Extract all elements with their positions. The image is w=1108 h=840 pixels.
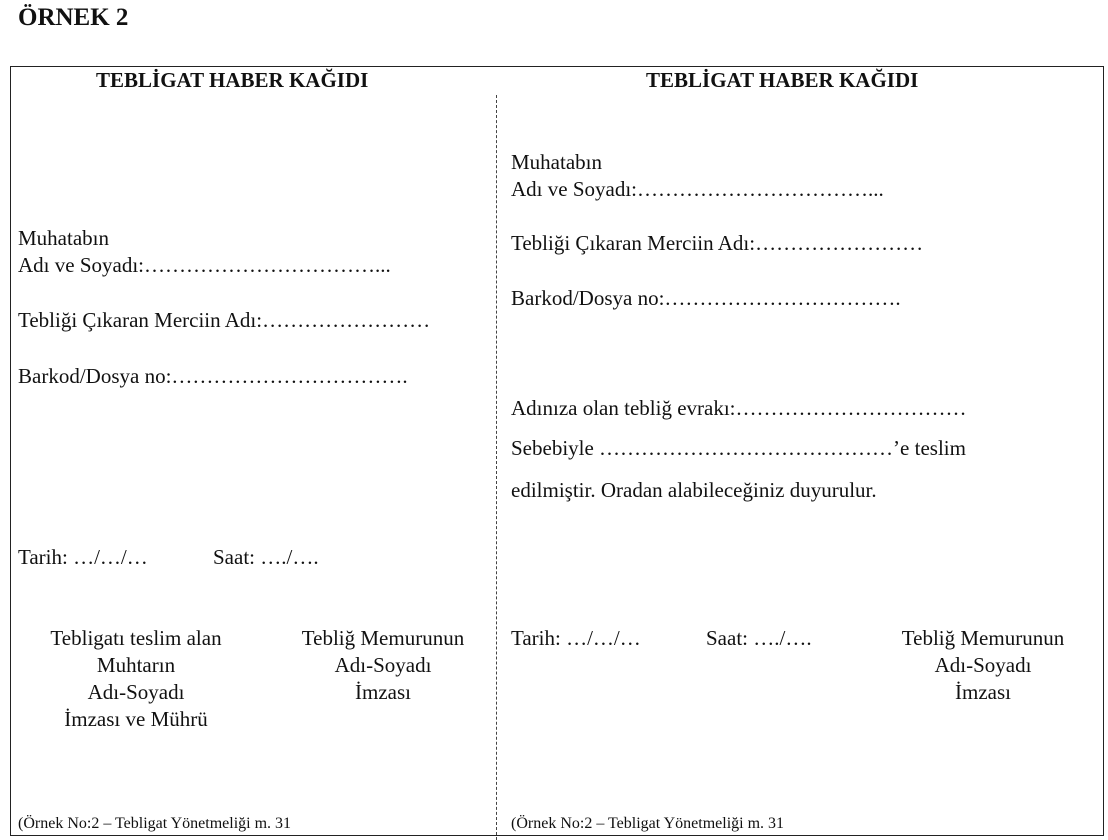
right-notice-text: edilmiştir. Oradan alabileceğiniz duyurulur. (511, 478, 877, 502)
right-muhatab-label: Muhatabın (511, 150, 602, 174)
right-document-field[interactable]: Adınıza olan tebliğ evrakı:…………………………… (511, 396, 967, 420)
right-date-field[interactable]: Tarih: …/…/… (511, 626, 641, 650)
officer-sig-line: Tebliğ Memurunun (901, 626, 1065, 650)
officer-sig-line: İmzası (955, 680, 1011, 704)
officer-sig-line: Tebliğ Memurunun (301, 626, 465, 650)
right-name-field[interactable]: Adı ve Soyadı:……………………………... (511, 177, 884, 201)
left-muhtar-signature-block (20, 625, 252, 733)
left-name-field[interactable]: Adı ve Soyadı:……………………………... (18, 253, 391, 277)
left-barcode-field[interactable]: Barkod/Dosya no:……………………………. (18, 364, 408, 388)
officer-sig-line: Adı-Soyadı (934, 653, 1032, 677)
left-footer-note: (Örnek No:2 – Tebligat Yönetmeliği m. 31 (18, 815, 292, 832)
left-officer-signature-block (278, 625, 488, 706)
right-time-field[interactable]: Saat: …./…. (706, 626, 812, 650)
officer-sig-line: İmzası (355, 680, 411, 704)
officer-sig-line: Adı-Soyadı (334, 653, 432, 677)
page-heading: ÖRNEK 2 (18, 4, 129, 31)
cut-line-divider (496, 95, 497, 840)
muhtar-sig-line: Muhtarın (96, 653, 176, 677)
left-title: TEBLİGAT HABER KAĞIDI (96, 68, 369, 92)
muhtar-sig-line: İmzası ve Mührü (64, 707, 208, 731)
right-barcode-field[interactable]: Barkod/Dosya no:……………………………. (511, 286, 901, 310)
muhtar-sig-line: Adı-Soyadı (87, 680, 185, 704)
left-time-field[interactable]: Saat: …./…. (213, 545, 319, 569)
right-officer-signature-block (876, 625, 1090, 706)
right-title: TEBLİGAT HABER KAĞIDI (646, 68, 919, 92)
right-footer-note: (Örnek No:2 – Tebligat Yönetmeliği m. 31 (511, 815, 785, 832)
muhtar-sig-line: Tebligatı teslim alan (50, 626, 222, 650)
right-reason-field[interactable]: Sebebiyle ……………………………………’e teslim (511, 436, 966, 460)
left-authority-field[interactable]: Tebliği Çıkaran Merciin Adı:…………………… (18, 308, 431, 332)
right-authority-field[interactable]: Tebliği Çıkaran Merciin Adı:…………………… (511, 231, 924, 255)
left-muhatab-label: Muhatabın (18, 226, 109, 250)
left-date-field[interactable]: Tarih: …/…/… (18, 545, 148, 569)
